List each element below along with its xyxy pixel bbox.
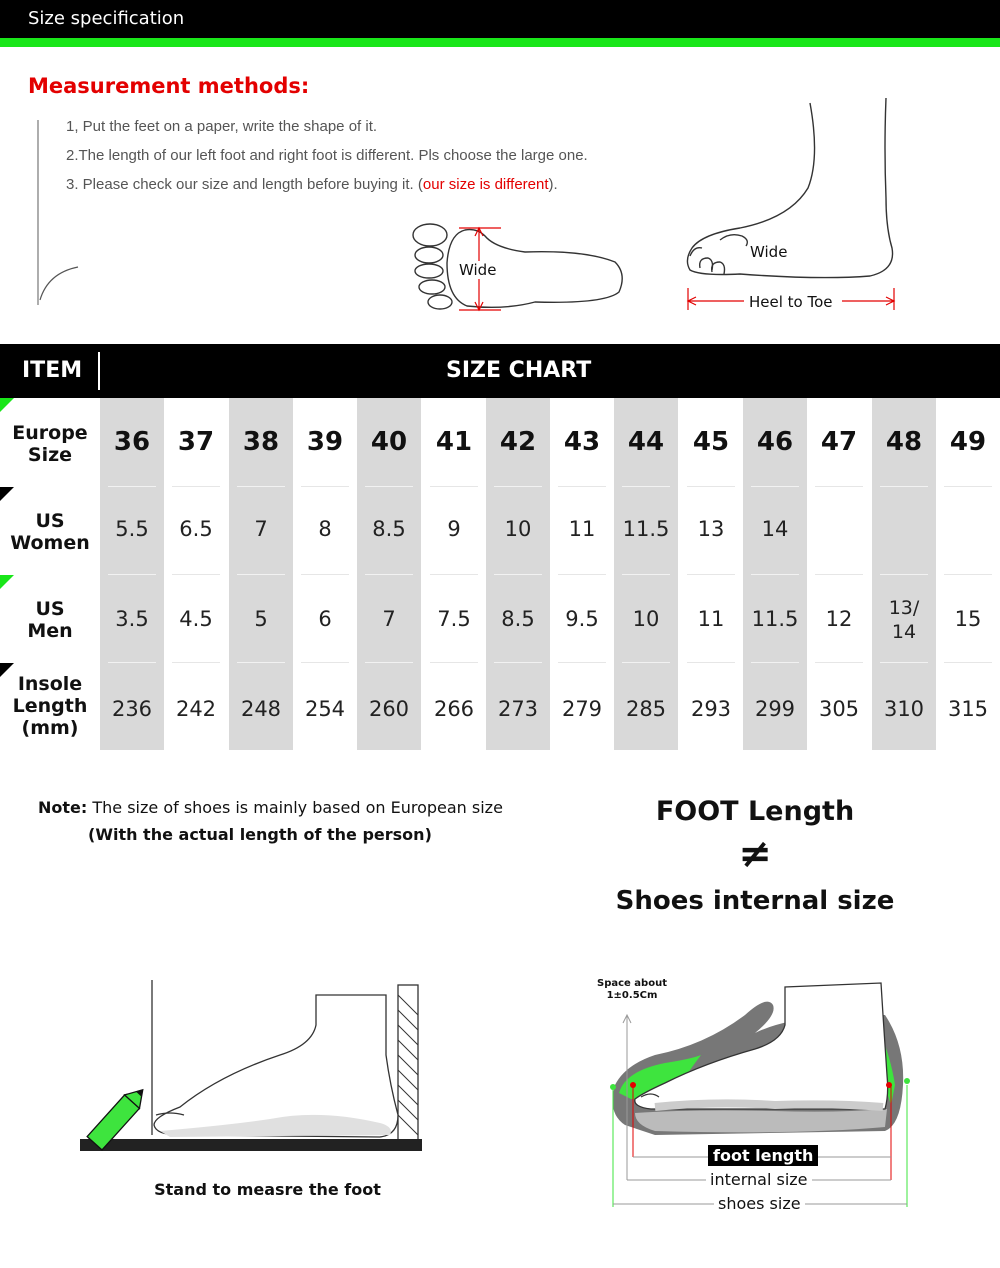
chart-row-divider — [622, 574, 670, 575]
step-3-warning: our size is different — [422, 176, 549, 193]
chart-cell-us-men: 7.5 — [437, 607, 471, 632]
chart-cell-us-men — [872, 596, 936, 644]
row-label-europe-1: Europe — [12, 422, 88, 444]
wide-label-side: Wide — [750, 243, 788, 261]
chart-row-divider — [944, 662, 992, 663]
chart-cell-us-men: 7 — [382, 607, 396, 632]
chart-row-divider — [880, 486, 928, 487]
chart-row-divider — [365, 574, 413, 575]
chart-row-divider — [751, 574, 799, 575]
chart-row-divider — [622, 662, 670, 663]
chart-cell-insole: 273 — [497, 697, 539, 722]
space-label — [596, 978, 668, 1002]
step-3-text: 3. Please check our size and length before buying it. ( — [66, 176, 423, 193]
chart-row-divider — [108, 574, 156, 575]
chart-cell-insole: 305 — [818, 697, 860, 722]
chart-row-divider — [301, 574, 349, 575]
chart-row-divider — [494, 486, 542, 487]
chart-cell-insole: 248 — [240, 697, 282, 722]
row-label-us-men-2: Men — [27, 620, 73, 642]
chart-row-divider — [815, 662, 863, 663]
chart-row-divider — [430, 486, 478, 487]
stand-caption: Stand to measre the foot — [154, 1180, 381, 1199]
chart-cell-us-men: 8.5 — [501, 607, 535, 632]
foot-top-view-icon — [405, 218, 635, 318]
row-label-us-women-2: Women — [10, 532, 90, 554]
step-3-end: ). — [548, 176, 558, 193]
chart-row-divider — [237, 486, 285, 487]
note — [38, 798, 503, 817]
chart-row-divider — [751, 486, 799, 487]
chart-cell-us-women: 11 — [568, 517, 596, 542]
chart-row-divider — [558, 486, 606, 487]
chart-row-divider — [815, 486, 863, 487]
chart-cell-us-women: 14 — [761, 517, 789, 542]
chart-cell-insole: 299 — [754, 697, 796, 722]
chart-cell-europe: 46 — [756, 427, 794, 458]
chart-cell-us-men: 9.5 — [565, 607, 599, 632]
foot-length-heading: FOOT Length — [655, 796, 855, 827]
chart-cell-us-women: 5.5 — [115, 517, 149, 542]
measurement-step-2: 2.The length of our left foot and right foot is different. Pls choose the large one. — [66, 147, 588, 164]
row-label-europe-2: Size — [27, 444, 73, 466]
chart-row-divider — [430, 574, 478, 575]
chart-cell-us-men-48-part2: 14 — [891, 621, 917, 643]
foot-side-view-icon — [680, 98, 910, 318]
chart-cell-europe: 48 — [885, 427, 923, 458]
chart-cell-us-men: 11 — [697, 607, 725, 632]
chart-row-divider — [108, 486, 156, 487]
row-label-us-men-1: US — [35, 598, 65, 620]
header-title: Size specification — [28, 8, 185, 29]
chart-row-divider — [301, 486, 349, 487]
chart-cell-us-men: 12 — [825, 607, 853, 632]
measurement-step-1: 1, Put the feet on a paper, write the shape of it. — [66, 118, 378, 135]
chart-cell-us-women: 9 — [447, 517, 461, 542]
space-label-1: Space about — [597, 978, 667, 989]
chart-cell-us-men-48-part1: 13/ — [888, 597, 920, 619]
chart-cell-us-women: 8.5 — [372, 517, 406, 542]
chart-title: SIZE CHART — [446, 358, 592, 383]
row-label-insole-1: Insole — [17, 673, 83, 695]
chart-cell-europe: 40 — [370, 427, 408, 458]
chart-row-divider — [430, 662, 478, 663]
chart-cell-europe: 49 — [949, 427, 987, 458]
chart-row-divider — [751, 662, 799, 663]
chart-cell-europe: 45 — [692, 427, 730, 458]
chart-cell-insole: 242 — [175, 697, 217, 722]
chart-cell-us-women: 6.5 — [179, 517, 213, 542]
shoes-size-label: shoes size — [714, 1194, 805, 1213]
row-label-us-women — [0, 510, 100, 554]
chart-cell-europe: 42 — [499, 427, 537, 458]
row-label-insole-3: (mm) — [21, 717, 79, 739]
chart-cell-insole: 260 — [368, 697, 410, 722]
note-label: Note: — [38, 798, 88, 817]
chart-row-divider — [558, 662, 606, 663]
row-label-insole — [0, 673, 100, 739]
chart-row-divider — [365, 662, 413, 663]
chart-cell-europe: 41 — [435, 427, 473, 458]
chart-row-divider — [494, 574, 542, 575]
chart-cell-insole: 315 — [947, 697, 989, 722]
internal-size-label: internal size — [706, 1170, 812, 1189]
chart-row-divider — [237, 574, 285, 575]
row-marker-europe — [0, 398, 14, 412]
space-label-2: 1±0.5Cm — [606, 990, 658, 1001]
chart-row-divider — [365, 486, 413, 487]
chart-row-divider — [880, 574, 928, 575]
chart-cell-us-men: 5 — [254, 607, 268, 632]
chart-cell-us-men: 6 — [318, 607, 332, 632]
row-label-us-women-1: US — [35, 510, 65, 532]
row-marker-us-women — [0, 487, 14, 501]
chart-row-divider — [108, 662, 156, 663]
chart-row-divider — [494, 662, 542, 663]
row-label-us-men — [0, 598, 100, 642]
chart-cell-us-women: 10 — [504, 517, 532, 542]
chart-row-divider — [944, 486, 992, 487]
chart-row-divider — [687, 662, 735, 663]
chart-cell-us-men: 15 — [954, 607, 982, 632]
chart-cell-insole: 285 — [625, 697, 667, 722]
chart-cell-europe: 38 — [242, 427, 280, 458]
note-text: The size of shoes is mainly based on European size — [87, 798, 503, 817]
chart-cell-insole: 293 — [690, 697, 732, 722]
chart-cell-europe: 37 — [177, 427, 215, 458]
chart-cell-europe: 47 — [820, 427, 858, 458]
chart-cell-insole: 310 — [883, 697, 925, 722]
chart-cell-us-men: 4.5 — [179, 607, 213, 632]
heel-to-toe-label: Heel to Toe — [749, 293, 833, 311]
chart-row-divider — [172, 574, 220, 575]
chart-row-divider — [301, 662, 349, 663]
chart-row-divider — [687, 574, 735, 575]
header-accent-line — [0, 38, 1000, 47]
shoes-internal-size-heading: Shoes internal size — [615, 886, 895, 916]
chart-cell-insole: 266 — [433, 697, 475, 722]
chart-row-divider — [172, 662, 220, 663]
chart-row-divider — [944, 574, 992, 575]
chart-header-divider — [98, 352, 100, 390]
foot-length-badge: foot length — [708, 1145, 818, 1166]
chart-cell-us-women: 13 — [697, 517, 725, 542]
measurement-title: Measurement methods: — [28, 74, 310, 98]
chart-row-divider — [172, 486, 220, 487]
wide-label-top: Wide — [459, 261, 497, 279]
chart-cell-insole: 236 — [111, 697, 153, 722]
chart-row-divider — [880, 662, 928, 663]
chart-cell-us-men: 10 — [632, 607, 660, 632]
chart-row-divider — [622, 486, 670, 487]
chart-cell-europe: 36 — [113, 427, 151, 458]
chart-cell-europe: 44 — [627, 427, 665, 458]
chart-cell-insole: 254 — [304, 697, 346, 722]
row-marker-us-men — [0, 575, 14, 589]
chart-cell-us-women: 8 — [318, 517, 332, 542]
paper-corner-icon — [30, 115, 90, 310]
foot-measure-illustration — [80, 975, 430, 1160]
note-line-2: (With the actual length of the person) — [88, 825, 432, 844]
chart-item-label: ITEM — [22, 358, 83, 383]
row-label-europe — [0, 422, 100, 466]
chart-cell-europe: 39 — [306, 427, 344, 458]
chart-row-divider — [237, 662, 285, 663]
measurement-step-3 — [66, 176, 558, 193]
chart-cell-insole: 279 — [561, 697, 603, 722]
chart-row-divider — [687, 486, 735, 487]
chart-cell-us-women: 7 — [254, 517, 268, 542]
chart-row-divider — [815, 574, 863, 575]
chart-row-divider — [558, 574, 606, 575]
row-label-insole-2: Length — [12, 695, 88, 717]
chart-cell-us-men: 3.5 — [115, 607, 149, 632]
not-equal-symbol: ≠ — [738, 831, 772, 877]
chart-cell-us-women: 11.5 — [622, 517, 670, 542]
chart-cell-europe: 43 — [563, 427, 601, 458]
chart-cell-us-men: 11.5 — [751, 607, 799, 632]
